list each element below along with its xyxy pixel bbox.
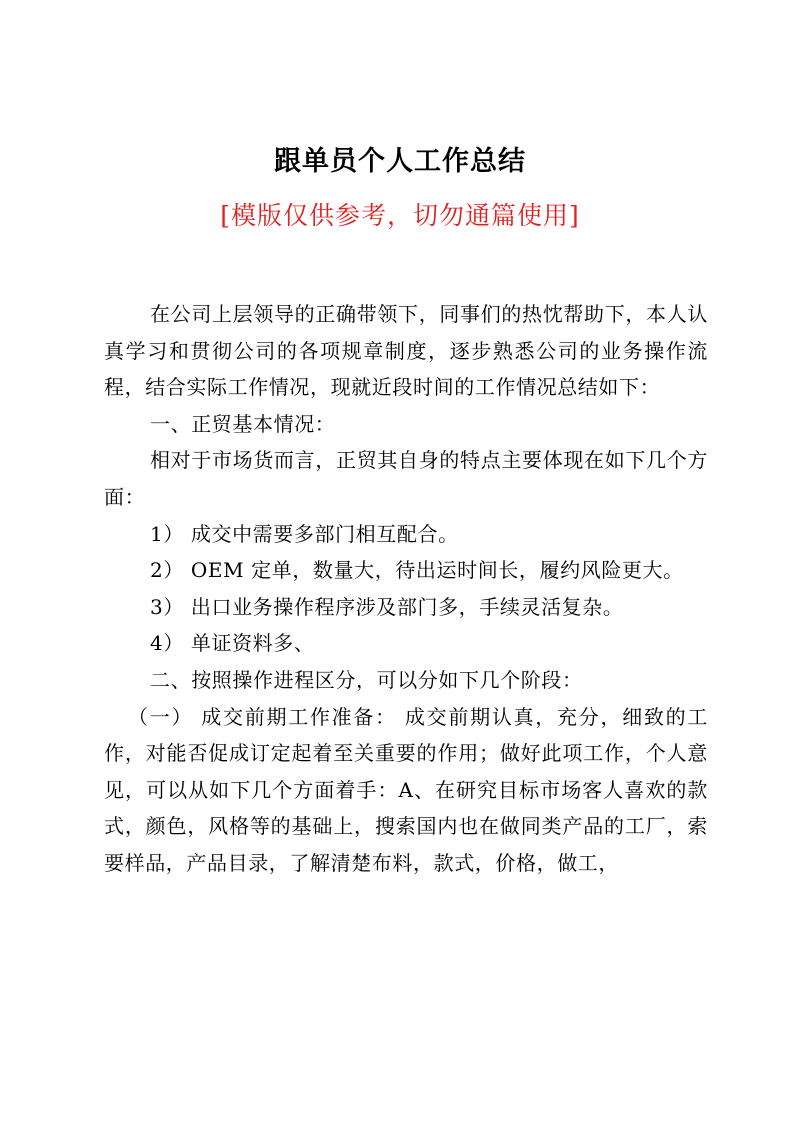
template-disclaimer: [模版仅供参考，切勿通篇使用] <box>220 201 580 230</box>
paragraph-stage-1: （一） 成交前期工作准备： 成交前期认真，充分，细致的工作，对能否促成订定起着至关重要的作用；做好此项工作，个人意见，可以从如下几个方面着手：A、在研究目标市场客人喜欢的款式，颜色，风格等的基础上，搜索国内也在做同类产品的工厂，索要样品，产品目录，了解清楚布料，款式，价格，做工， <box>104 704 708 875</box>
document-title: 跟单员个人工作总结 <box>274 146 526 177</box>
list-item-1: 1） 成交中需要多部门相互配合。 <box>150 521 459 546</box>
list-item-4: 4） 单证资料多、 <box>150 631 315 656</box>
section-heading-2: 二、按照操作进程区分，可以分如下几个阶段： <box>150 667 583 692</box>
paragraph-features: 相对于市场货而言，正贸其自身的特点主要体现在如下几个方面： <box>104 448 708 509</box>
list-item-3: 3） 出口业务操作程序涉及部门多，手续灵活复杂。 <box>150 594 624 619</box>
list-item-2: 2） OEM 定单，数量大，待出运时间长，履约风险更大。 <box>150 558 684 583</box>
document-body <box>104 296 708 882</box>
intro-paragraph: 在公司上层领导的正确带领下，同事们的热忱帮助下，本人认真学习和贯彻公司的各项规章制度，逐步熟悉公司的业务操作流程，结合实际工作情况，现就近段时间的工作情况总结如下： <box>104 302 708 400</box>
section-heading-1: 一、正贸基本情况： <box>150 411 336 436</box>
